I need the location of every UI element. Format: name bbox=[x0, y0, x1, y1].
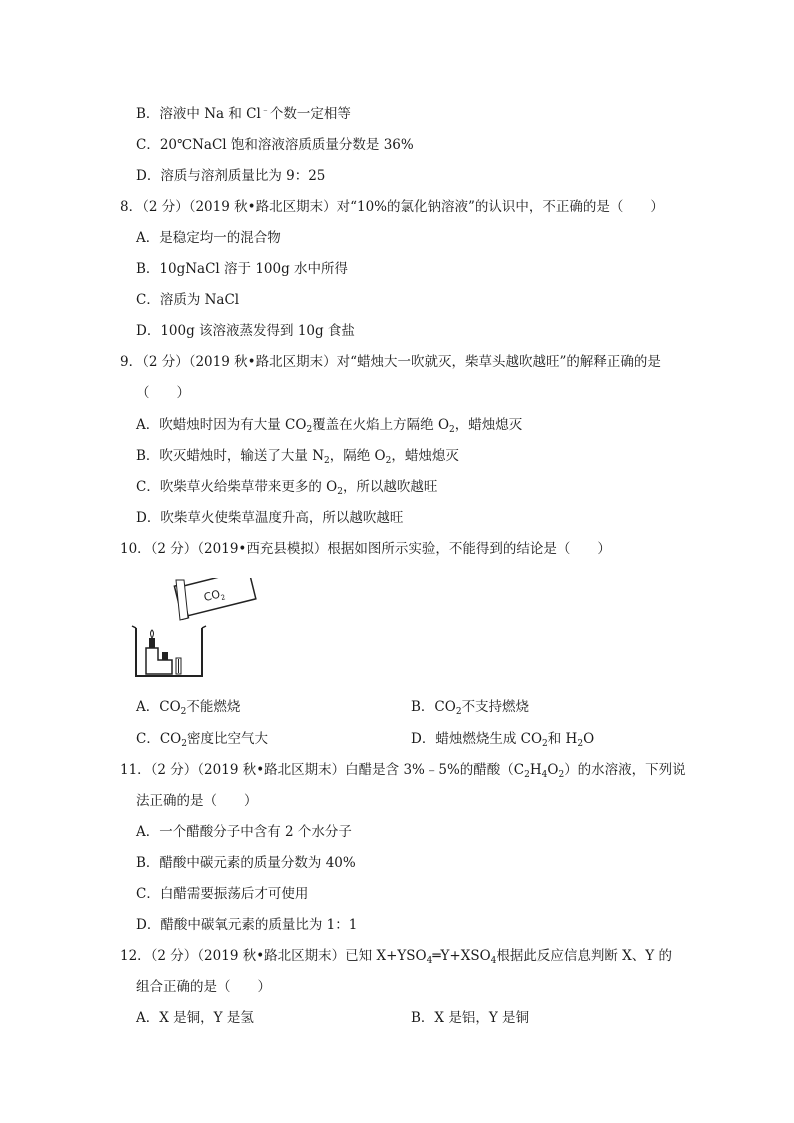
q11-option-a: A．一个醋酸分子中含有 2 个水分子 bbox=[136, 824, 352, 840]
co2-experiment-figure bbox=[128, 578, 268, 682]
q11-option-b: B．醋酸中碳元素的质量分数为 40% bbox=[136, 855, 356, 871]
short-candle bbox=[162, 652, 168, 660]
candle-stand bbox=[146, 648, 172, 674]
q11-option-c: C．白醋需要振荡后才可使用 bbox=[136, 886, 309, 902]
q11-stem: 11．（2 分）（2019 秋•路北区期末）白醋是含 3%﹣5%的醋酸$(C_2H_4O_2)$的水溶液，下列说 bbox=[120, 762, 686, 780]
q8-stem: 8．（2 分）（2019 秋•路北区期末）对“10%的氯化钠溶液”的认识中，不正确的是（ ） bbox=[120, 199, 664, 215]
q9-stem: 9．（2 分）（2019 秋•路北区期末）对“蜡烛大一吹就灭，柴草头越吹越旺”的解释正确的是 bbox=[120, 354, 661, 370]
q10-option-a: A．$CO_2$不能燃烧 bbox=[136, 699, 241, 717]
q7-option-d: D．溶质与溶剂质量比为 9：25 bbox=[136, 168, 326, 184]
q10-option-b: B．$CO_2$不支持燃烧 bbox=[411, 699, 530, 717]
co2-label: $CO_2$ bbox=[202, 587, 227, 605]
q12-stem-cont: 组合正确的是（ ） bbox=[136, 979, 271, 995]
q10-option-d: D．蜡烛燃烧生成 $CO_2$和 $H_2O$ bbox=[411, 731, 595, 749]
q8-option-b: B．10gNaCl 溶于 100g 水中所得 bbox=[136, 261, 349, 277]
q12-stem: 12．（2 分）（2019 秋•路北区期末）已知 $X+YSO_4═Y+XSO_4$根据此反应信息判断 X、Y 的 bbox=[120, 948, 672, 966]
tall-candle-flame bbox=[151, 630, 154, 638]
q10-stem: 10．（2 分）（2019•西充县模拟）根据如图所示实验，不能得到的结论是（ ） bbox=[120, 541, 611, 557]
q9-option-a: A．吹蜡烛时因为有大量 $CO_2$覆盖在火焰上方隔绝 $O_2$，蜡烛熄灭 bbox=[136, 417, 523, 435]
q9-option-d: D．吹柴草火使柴草温度升高，所以越吹越旺 bbox=[136, 510, 404, 526]
tall-candle bbox=[149, 638, 155, 648]
q9-stem-paren: （ ） bbox=[136, 385, 190, 401]
q10-option-c: C．$CO_2$密度比空气大 bbox=[136, 731, 268, 749]
q12-option-a: A．X 是铜，Y 是氢 bbox=[136, 1010, 254, 1026]
q12-option-b: B．X 是铝，Y 是铜 bbox=[411, 1010, 530, 1026]
q7-option-b: B．溶液中 Na 和 Cl﹣个数一定相等 bbox=[136, 106, 351, 122]
q8-option-c: C．溶质为 NaCl bbox=[136, 292, 240, 308]
q11-stem-cont: 法正确的是（ ） bbox=[136, 793, 258, 809]
q9-option-b: B．吹灭蜡烛时，输送了大量 $N_2$，隔绝 $O_2$，蜡烛熄灭 bbox=[136, 448, 459, 466]
q9-option-c: C．吹柴草火给柴草带来更多的 $O_2$，所以越吹越旺 bbox=[136, 479, 438, 497]
q8-option-d: D．100g 该溶液蒸发得到 10g 食盐 bbox=[136, 323, 355, 339]
q8-option-a: A．是稳定均一的混合物 bbox=[136, 230, 281, 246]
q11-option-d: D．醋酸中碳氧元素的质量比为 1：1 bbox=[136, 917, 358, 933]
q7-option-c: C．20℃NaCl 饱和溶液溶质质量分数是 36% bbox=[136, 137, 414, 153]
